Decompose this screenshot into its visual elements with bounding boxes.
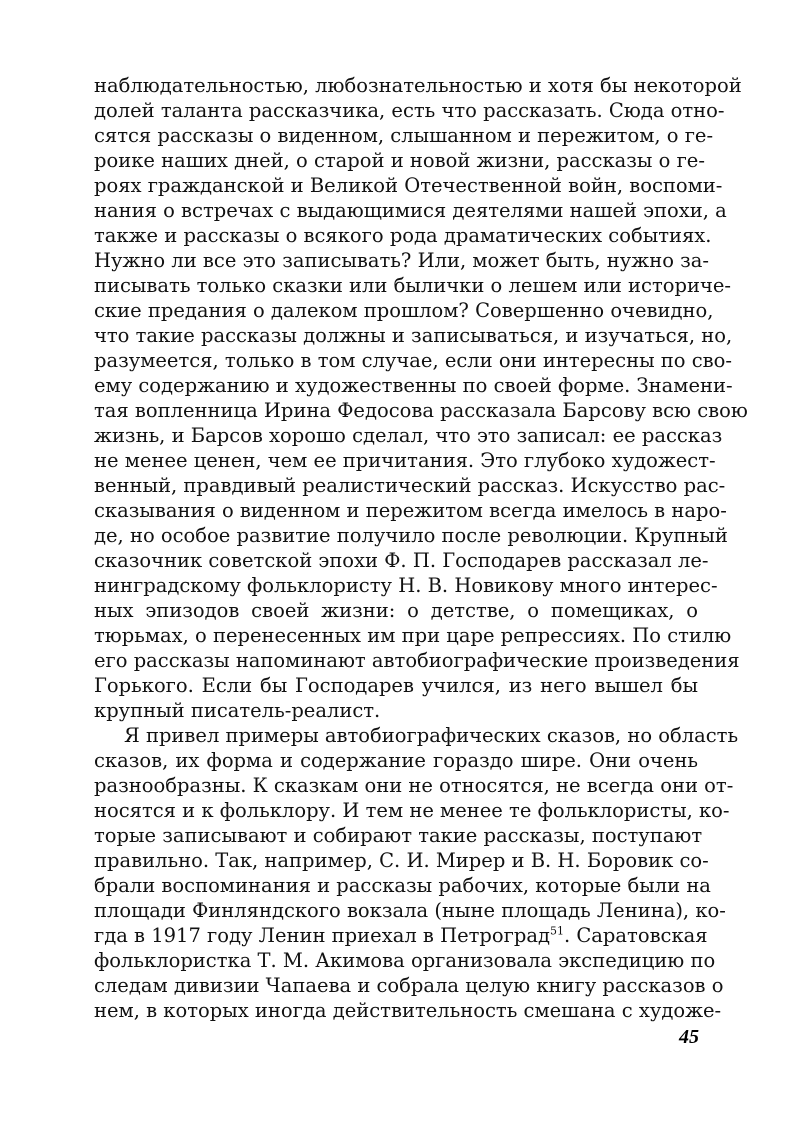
- text-line: сказочник советской эпохи Ф. П. Господарев рассказал ле-: [94, 549, 709, 572]
- text-line: брали воспоминания и рассказы рабочих, которые были на: [94, 874, 711, 897]
- text-line: также и рассказы о всякого рода драматических событиях.: [94, 224, 712, 247]
- text-line: крупный писатель-реалист.: [94, 699, 381, 722]
- text-line: сятся рассказы о виденном, слышанном и пережитом, о ге-: [94, 124, 714, 147]
- text-line: не менее ценен, чем ее причитания. Это глубоко художест-: [94, 449, 716, 472]
- text-line: Нужно ли все это записывать? Или, может быть, нужно за-: [94, 249, 709, 272]
- text-line: де, но особое развитие получило после революции. Крупный: [94, 524, 728, 547]
- text-line: следам дивизии Чапаева и собрала целую книгу рассказов о: [94, 974, 724, 997]
- text-line: Я привел примеры автобиографических сказов, но область: [124, 724, 739, 747]
- text-line: ных эпизодов своей жизни: о детстве, о помещиках, о: [94, 599, 698, 622]
- text-line: роике наших дней, о старой и новой жизни, рассказы о ге-: [94, 149, 705, 172]
- text-line: что такие рассказы должны и записываться, и изучаться, но,: [94, 324, 733, 347]
- text-line: носятся и к фольклору. И тем не менее те фольклористы, ко-: [94, 799, 730, 822]
- text-line: площади Финляндского вокзала (ныне площадь Ленина), ко-: [94, 899, 726, 922]
- text-line: ские предания о далеком прошлом? Совершенно очевидно,: [94, 299, 714, 322]
- text-line: долей таланта рассказчика, есть что рассказать. Сюда отно-: [94, 99, 725, 122]
- line-text: гда в 1917 году Ленин приехал в Петроград: [94, 924, 550, 947]
- line-text: . Саратовская: [563, 924, 708, 947]
- text-line: жизнь, и Барсов хорошо сделал, что это записал: ее рассказ: [94, 424, 723, 447]
- footnote-ref[interactable]: 51: [549, 924, 564, 938]
- text-line: сказов, их форма и содержание гораздо шире. Они очень: [94, 749, 698, 772]
- page-number: 45: [679, 1026, 699, 1048]
- text-line: тая вопленница Ирина Федосова рассказала Барсову всю свою: [94, 399, 748, 422]
- text-line: правильно. Так, например, С. И. Мирер и В. Н. Боровик со-: [94, 849, 709, 872]
- text-line: торые записывают и собирают такие рассказы, поступают: [94, 824, 703, 847]
- text-line: нинградскому фольклористу Н. В. Новикову много интерес-: [94, 574, 718, 597]
- text-line: роях гражданской и Великой Отечественной войн, воспоми-: [94, 174, 723, 197]
- text-line: [94, 924, 708, 948]
- text-line: нания о встречах с выдающимися деятелями нашей эпохи, а: [94, 199, 727, 222]
- text-line: нем, в которых иногда действительность смешана с художе-: [94, 999, 722, 1022]
- text-line: фольклористка Т. М. Акимова организовала экспедицию по: [94, 949, 716, 972]
- text-line: разумеется, только в том случае, если они интересны по сво-: [94, 349, 732, 372]
- text-line: его рассказы напоминают автобиографические произведения: [94, 649, 740, 672]
- text-line: разнообразны. К сказкам они не относятся, не всегда они от-: [94, 774, 734, 797]
- text-line: сказывания о виденном и пережитом всегда имелось в наро-: [94, 499, 727, 522]
- text-line: наблюдательностью, любознательностью и хотя бы некоторой: [94, 74, 742, 97]
- text-line: писывать только сказки или былички о лешем или историче-: [94, 274, 731, 297]
- text-line: тюрьмах, о перенесенных им при царе репрессиях. По стилю: [94, 624, 732, 647]
- text-line: Горького. Если бы Господарев учился, из него вышел бы: [94, 674, 698, 697]
- text-line: венный, правдивый реалистический рассказ. Искусство рас-: [94, 474, 726, 497]
- text-line: ему содержанию и художественны по своей форме. Знамени-: [94, 374, 733, 397]
